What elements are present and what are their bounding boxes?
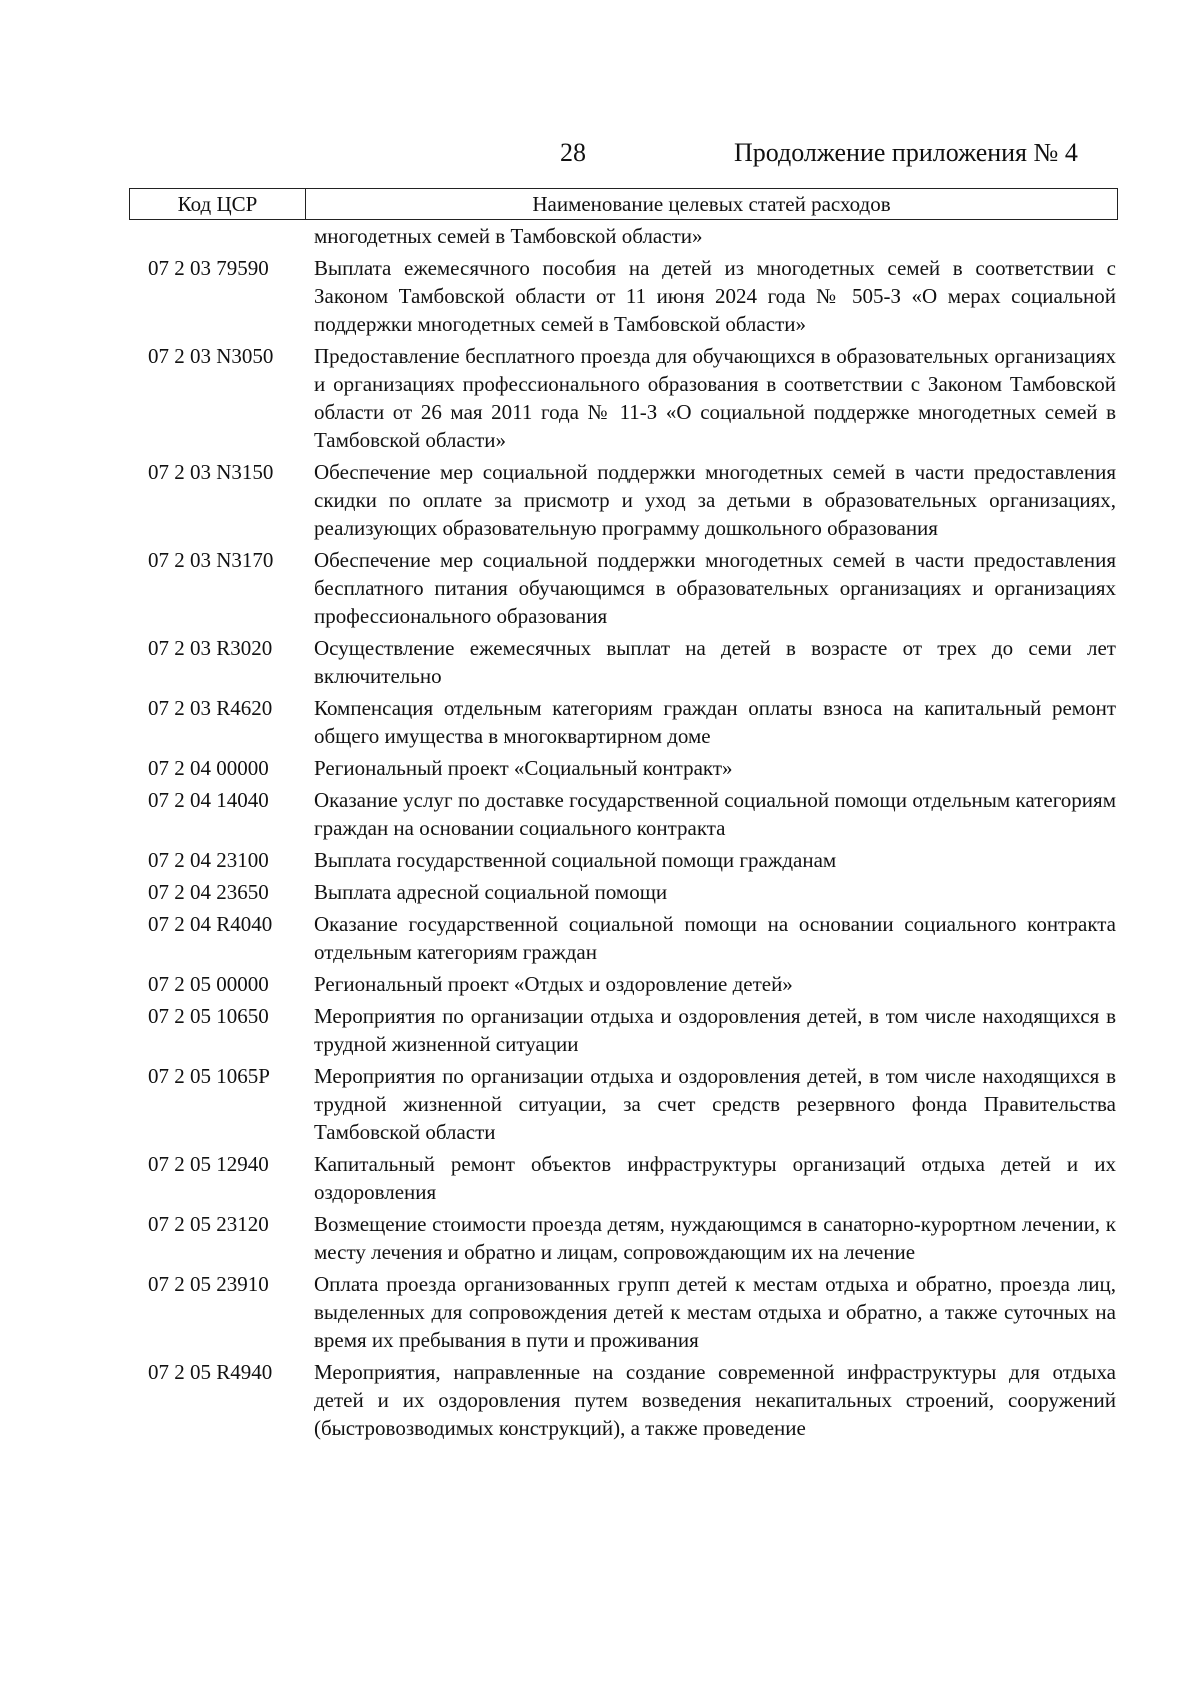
row-name: Оплата проезда организованных групп детей к местам отдыха и обратно, проезда лиц, выделенных для сопровождения детей к местам отдыха и обратно, а также суточных на время их пребывания в пути и проживания [314,1272,1116,1352]
page-number: 28 [560,138,586,167]
row-code: 07 2 05 R4940 [148,1360,273,1384]
table-header [129,188,1118,220]
row-code: 07 2 03 N3170 [148,548,274,572]
row-code: 07 2 04 00000 [148,756,269,780]
table-row [148,970,1116,998]
table-row [148,1150,1116,1206]
table-row [148,458,1116,542]
row-name: Выплата государственной социальной помощи гражданам [314,848,837,872]
row-name: Мероприятия по организации отдыха и оздоровления детей, в том числе находящихся в трудной жизненной ситуации, за счет средств резервного фонда Правительства Тамбовской области [314,1064,1116,1144]
row-code: 07 2 05 00000 [148,972,269,996]
table-row [148,846,1116,874]
table-row [148,634,1116,690]
row-code: 07 2 04 23100 [148,848,269,872]
row-name: Капитальный ремонт объектов инфраструктуры организаций отдыха детей и их оздоровления [314,1152,1116,1204]
row-name: Компенсация отдельным категориям граждан оплаты взноса на капитальный ремонт общего имущества в многоквартирном доме [314,696,1116,748]
column-header-name: Наименование целевых статей расходов [532,192,891,216]
row-code: 07 2 05 23120 [148,1212,269,1236]
table-row [148,878,1116,906]
row-name: Обеспечение мер социальной поддержки многодетных семей в части предоставления бесплатного питания обучающимся в образовательных организациях и организациях профессионального образования [314,548,1116,628]
row-name: Мероприятия, направленные на создание современной инфраструктуры для отдыха детей и их оздоровления путем возведения некапитальных строений, сооружений (быстровозводимых конструкций), а также проведение [314,1360,1116,1440]
row-code: 07 2 05 23910 [148,1272,269,1296]
table-row [148,1270,1116,1354]
row-code: 07 2 03 R3020 [148,636,273,660]
row-name: Обеспечение мер социальной поддержки многодетных семей в части предоставления скидки по оплате за присмотр и уход за детьми в образовательных организациях, реализующих образовательную программу дошкольного образования [314,460,1116,540]
row-code: 07 2 05 10650 [148,1004,269,1028]
row-name: Осуществление ежемесячных выплат на детей в возрасте от трех до семи лет включительно [314,636,1116,688]
row-name: Региональный проект «Социальный контракт» [314,756,733,780]
row-code: 07 2 04 23650 [148,880,269,904]
row-name: Возмещение стоимости проезда детям, нуждающимся в санаторно-курортном лечении, к месту лечения и обратно и лицам, сопровождающим их на лечение [314,1212,1116,1264]
table-row [148,910,1116,966]
row-name: Выплата адресной социальной помощи [314,880,668,904]
row-name: многодетных семей в Тамбовской области» [314,224,703,248]
continuation-label: Продолжение приложения № 4 [734,138,1078,167]
table-row [148,694,1116,750]
row-name: Региональный проект «Отдых и оздоровление детей» [314,972,793,996]
row-name: Предоставление бесплатного проезда для обучающихся в образовательных организациях и организациях профессионального образования в соответствии с Законом Тамбовской области от 26 мая 2011 года № 11-З «О социальной поддержке многодетных семей в Тамбовской области» [314,344,1116,452]
row-code: 07 2 05 12940 [148,1152,269,1176]
column-header-code: Код ЦСР [130,189,306,219]
table-row [148,1062,1116,1146]
row-code: 07 2 05 1065Р [148,1064,270,1088]
row-code: 07 2 03 79590 [148,256,269,280]
row-name: Мероприятия по организации отдыха и оздоровления детей, в том числе находящихся в трудной жизненной ситуации [314,1004,1116,1056]
table-body [148,222,1116,1446]
table-row [148,546,1116,630]
row-code: 07 2 03 R4620 [148,696,273,720]
row-code: 07 2 04 14040 [148,788,269,812]
table-row [148,754,1116,782]
table-row [148,342,1116,454]
table-row [148,1210,1116,1266]
table-row [148,254,1116,338]
table-row [148,1358,1116,1442]
row-code: 07 2 04 R4040 [148,912,273,936]
row-name: Оказание услуг по доставке государственной социальной помощи отдельным категориям граждан на основании социального контракта [314,788,1116,840]
table-row [148,786,1116,842]
row-name: Оказание государственной социальной помощи на основании социального контракта отдельным категориям граждан [314,912,1116,964]
table-row [148,1002,1116,1058]
table-row-continuation [148,222,1116,250]
row-name: Выплата ежемесячного пособия на детей из многодетных семей в соответствии с Законом Тамбовской области от 11 июня 2024 года № 505-З «О мерах социальной поддержки многодетных семей в Тамбовской области» [314,256,1116,336]
row-code: 07 2 03 N3150 [148,460,274,484]
row-code: 07 2 03 N3050 [148,344,274,368]
